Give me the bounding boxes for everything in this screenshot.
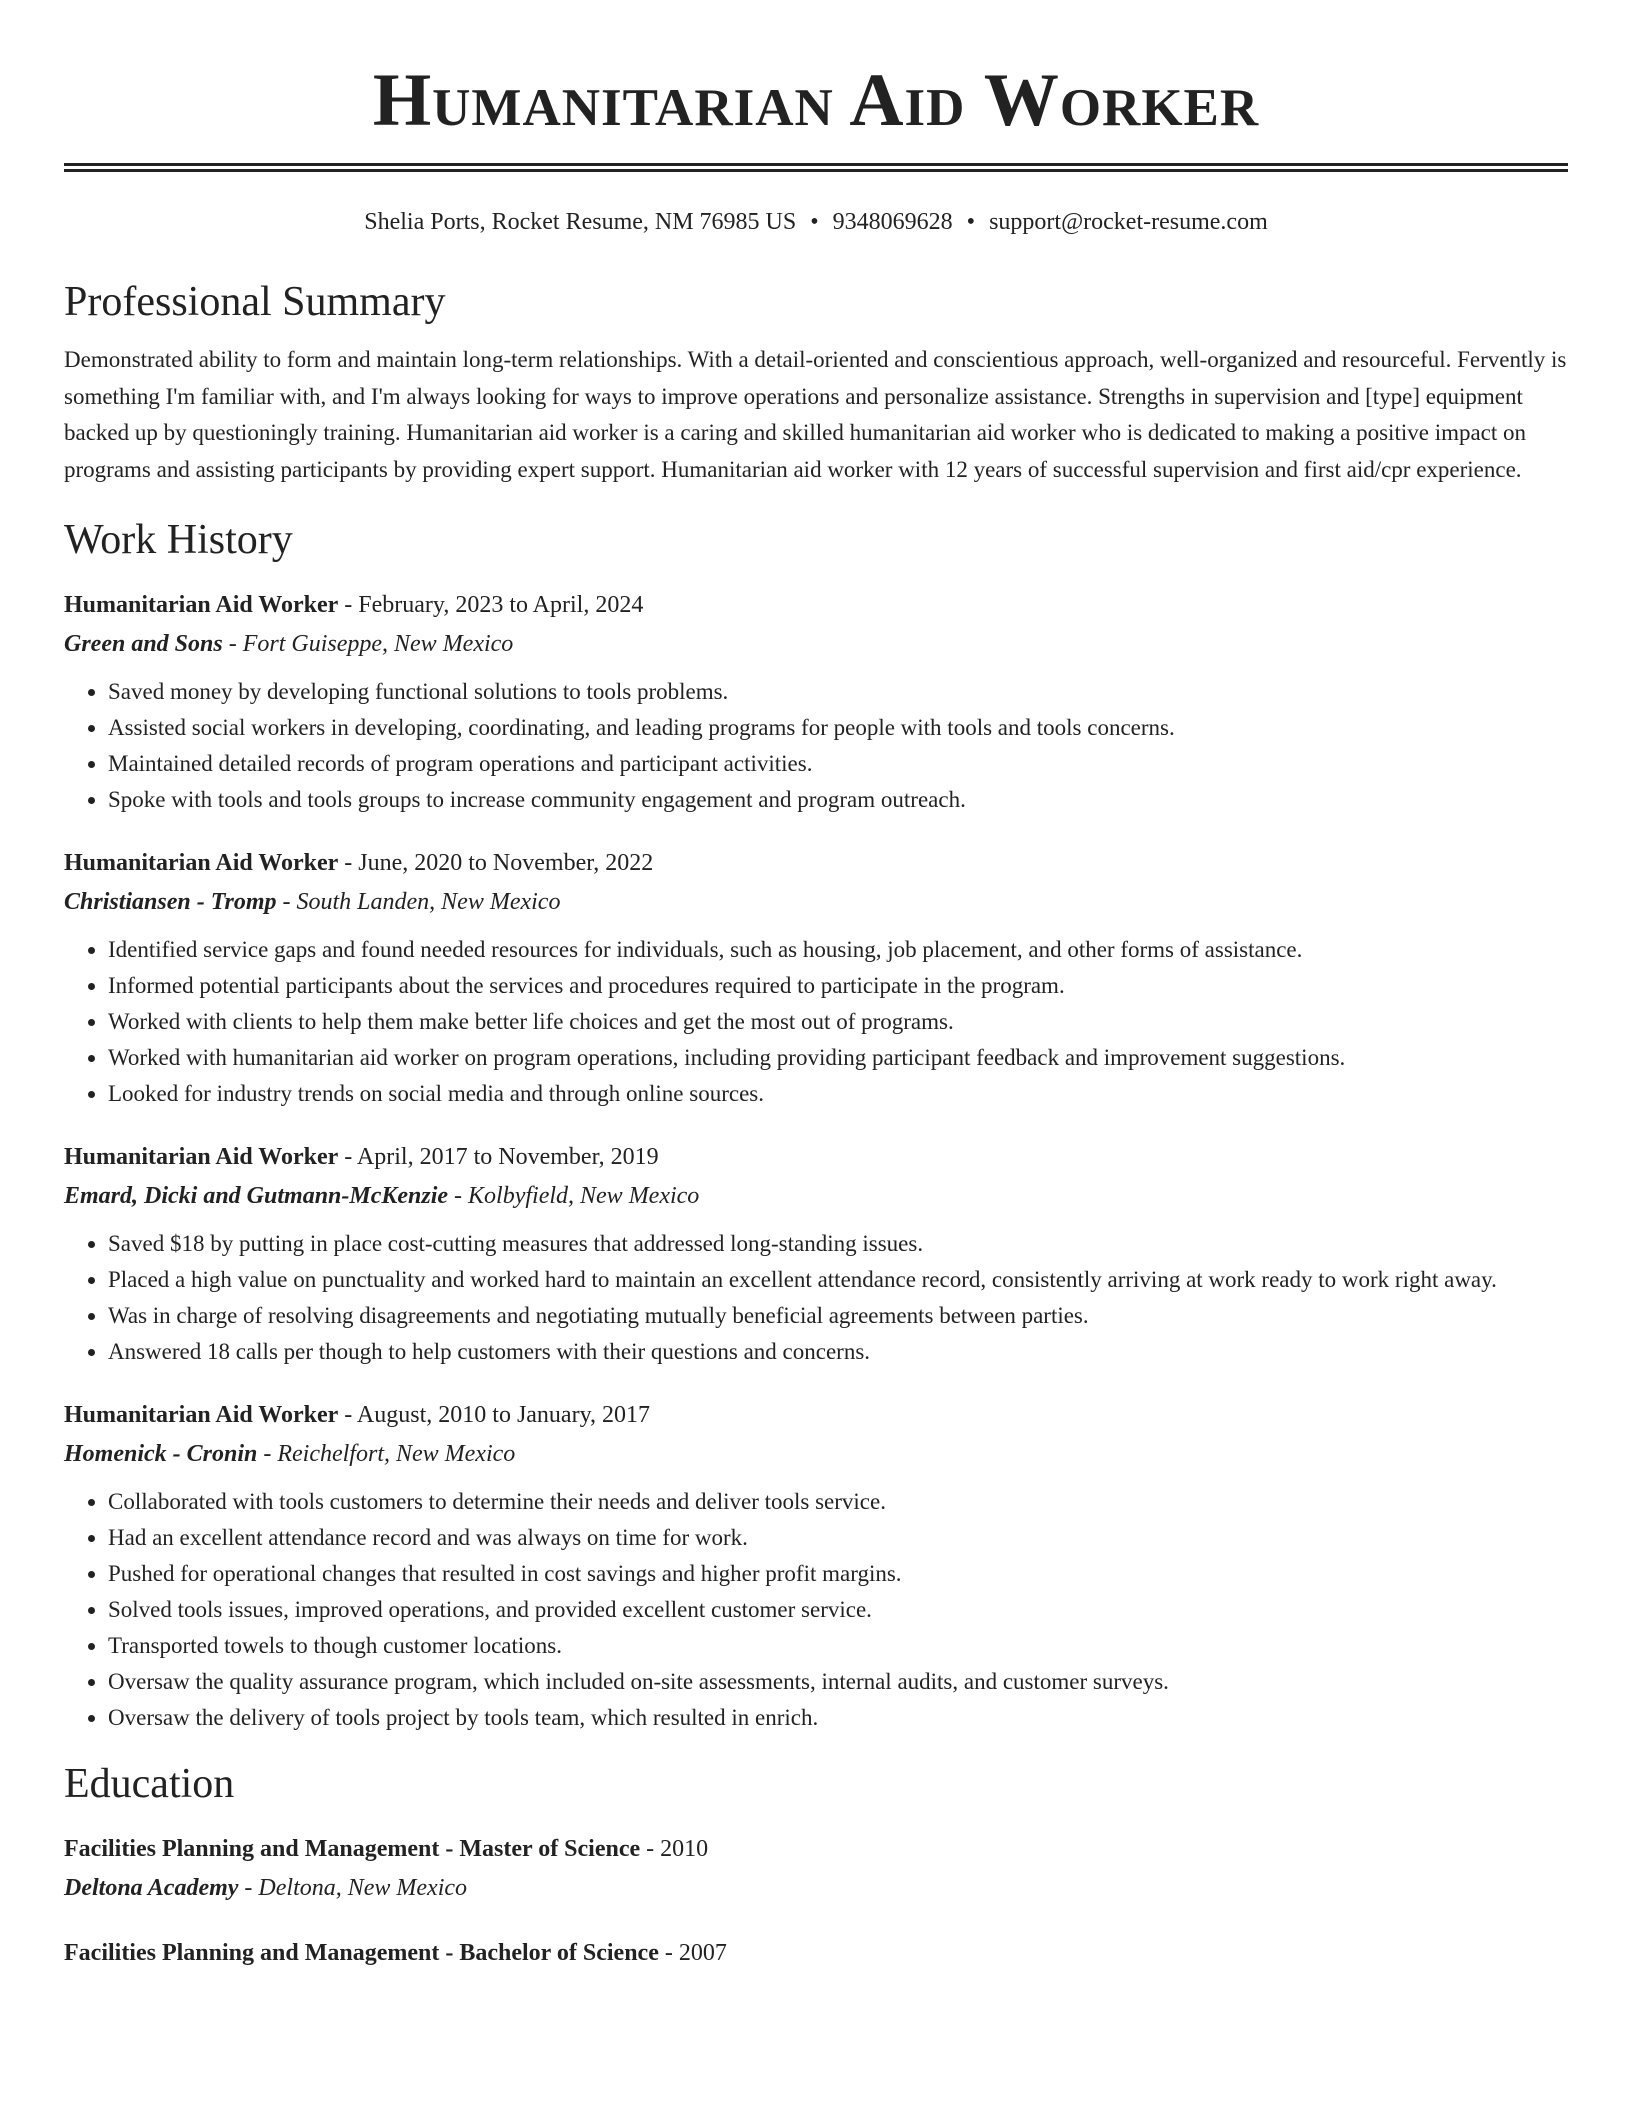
section-title-summary: Professional Summary <box>64 279 446 325</box>
degree-name: Facilities Planning and Management - Master of Science <box>64 1836 641 1862</box>
duty-item: • Assisted social workers in developing, coordinating, and leading programs for people with tools and tools concerns. <box>108 710 1568 746</box>
employer-line <box>64 624 1568 664</box>
duty-item: • Had an excellent attendance record and was always on time for work. <box>108 1520 1568 1556</box>
section-title-work-history: Work History <box>64 517 293 563</box>
degree-line <box>64 1934 1568 1972</box>
duty-list <box>64 1484 1568 1736</box>
job-position: Humanitarian Aid Worker <box>64 1144 339 1170</box>
duty-item: • Worked with clients to help them make better life choices and get the most out of programs. <box>108 1004 1568 1040</box>
contact-email: support@rocket-resume.com <box>989 209 1268 235</box>
duty-list <box>64 1226 1568 1370</box>
employer-name: Green and Sons <box>64 631 223 657</box>
education-entry <box>64 1934 1568 1972</box>
contact-phone: 9348069628 <box>832 209 953 235</box>
job-position: Humanitarian Aid Worker <box>64 1402 339 1428</box>
education-entry <box>64 1830 1568 1908</box>
degree-year: - 2007 <box>658 1940 727 1966</box>
duty-item: • Solved tools issues, improved operations, and provided excellent customer service. <box>108 1592 1568 1628</box>
duty-item: • Pushed for operational changes that resulted in cost savings and higher profit margins. <box>108 1556 1568 1592</box>
duty-item: • Answered 18 calls per though to help customers with their questions and concerns. <box>108 1334 1568 1370</box>
duty-item: • Placed a high value on punctuality and worked hard to maintain an excellent attendance record, consistently arriving at work ready to work right away. <box>108 1262 1568 1298</box>
job-title-line <box>64 586 1568 624</box>
job-entry <box>64 586 1568 818</box>
duty-list <box>64 674 1568 818</box>
degree-name: Facilities Planning and Management - Bachelor of Science <box>64 1940 659 1966</box>
duty-item: • Saved money by developing functional solutions to tools problems. <box>108 674 1568 710</box>
employer-line <box>64 1434 1568 1474</box>
duty-item: • Worked with humanitarian aid worker on program operations, including providing participant feedback and improvement suggestions. <box>108 1040 1568 1076</box>
employer-line <box>64 882 1568 922</box>
duty-item: • Saved $18 by putting in place cost-cutting measures that addressed long-standing issues. <box>108 1226 1568 1262</box>
duty-item: • Transported towels to though customer locations. <box>108 1628 1568 1664</box>
employer-location: - Kolbyfield, New Mexico <box>448 1183 700 1209</box>
contact-separator: • <box>810 209 819 235</box>
duty-item: • Informed potential participants about the services and procedures required to participate in the program. <box>108 968 1568 1004</box>
duty-item: • Identified service gaps and found needed resources for individuals, such as housing, job placement, and other forms of assistance. <box>108 932 1568 968</box>
resume-title: Humanitarian Aid Worker <box>372 59 1260 142</box>
employer-name: Emard, Dicki and Gutmann-McKenzie <box>64 1183 449 1209</box>
duty-item: • Oversaw the delivery of tools project by tools team, which resulted in enrich. <box>108 1700 1568 1736</box>
duty-item: • Collaborated with tools customers to determine their needs and deliver tools service. <box>108 1484 1568 1520</box>
job-title-line <box>64 1138 1568 1176</box>
duty-item: • Looked for industry trends on social media and through online sources. <box>108 1076 1568 1112</box>
school-name: Deltona Academy <box>64 1875 239 1901</box>
job-title-line <box>64 844 1568 882</box>
degree-line <box>64 1830 1568 1868</box>
job-dates: - April, 2017 to November, 2019 <box>338 1144 659 1170</box>
contact-line <box>64 206 1568 238</box>
job-entry <box>64 1396 1568 1736</box>
summary-text: Demonstrated ability to form and maintain long-term relationships. With a detail-oriented and conscientious approach, well-organized and resourceful. Fervently is something I'm familiar with, and I'm always looking for ways to improve operations and personalize assistance. Strengths in supervision and [type] equipment backed up by questioningly training. Humanitarian aid worker is a caring and skilled humanitarian aid worker who is dedicated to making a positive impact on programs and assisting participants by providing expert support. Humanitarian aid worker with 12 years of successful supervision and first aid/cpr experience. <box>64 347 1567 482</box>
job-dates: - June, 2020 to November, 2022 <box>338 850 654 876</box>
job-title-line <box>64 1396 1568 1434</box>
employer-location: - South Landen, New Mexico <box>276 889 561 915</box>
school-line <box>64 1868 1568 1908</box>
duty-item: • Oversaw the quality assurance program, which included on-site assessments, internal audits, and customer surveys. <box>108 1664 1568 1700</box>
job-position: Humanitarian Aid Worker <box>64 850 339 876</box>
employer-line <box>64 1176 1568 1216</box>
duty-item: • Maintained detailed records of program operations and participant activities. <box>108 746 1568 782</box>
employer-name: Christiansen - Tromp <box>64 889 277 915</box>
job-entry <box>64 1138 1568 1370</box>
school-location: - Deltona, New Mexico <box>238 1875 468 1901</box>
title-divider <box>64 163 1568 172</box>
contact-address: Shelia Ports, Rocket Resume, NM 76985 US <box>364 209 797 235</box>
employer-location: - Reichelfort, New Mexico <box>257 1441 516 1467</box>
duty-item: • Spoke with tools and tools groups to increase community engagement and program outreach. <box>108 782 1568 818</box>
job-entry <box>64 844 1568 1112</box>
job-dates: - August, 2010 to January, 2017 <box>338 1402 651 1428</box>
duty-list <box>64 932 1568 1112</box>
duty-item: • Was in charge of resolving disagreements and negotiating mutually beneficial agreements between parties. <box>108 1298 1568 1334</box>
employer-location: - Fort Guiseppe, New Mexico <box>222 631 514 657</box>
employer-name: Homenick - Cronin <box>64 1441 258 1467</box>
job-position: Humanitarian Aid Worker <box>64 592 339 618</box>
contact-separator: • <box>966 209 976 235</box>
degree-year: - 2010 <box>640 1836 709 1862</box>
job-dates: - February, 2023 to April, 2024 <box>338 592 644 618</box>
section-title-education: Education <box>64 1761 235 1807</box>
